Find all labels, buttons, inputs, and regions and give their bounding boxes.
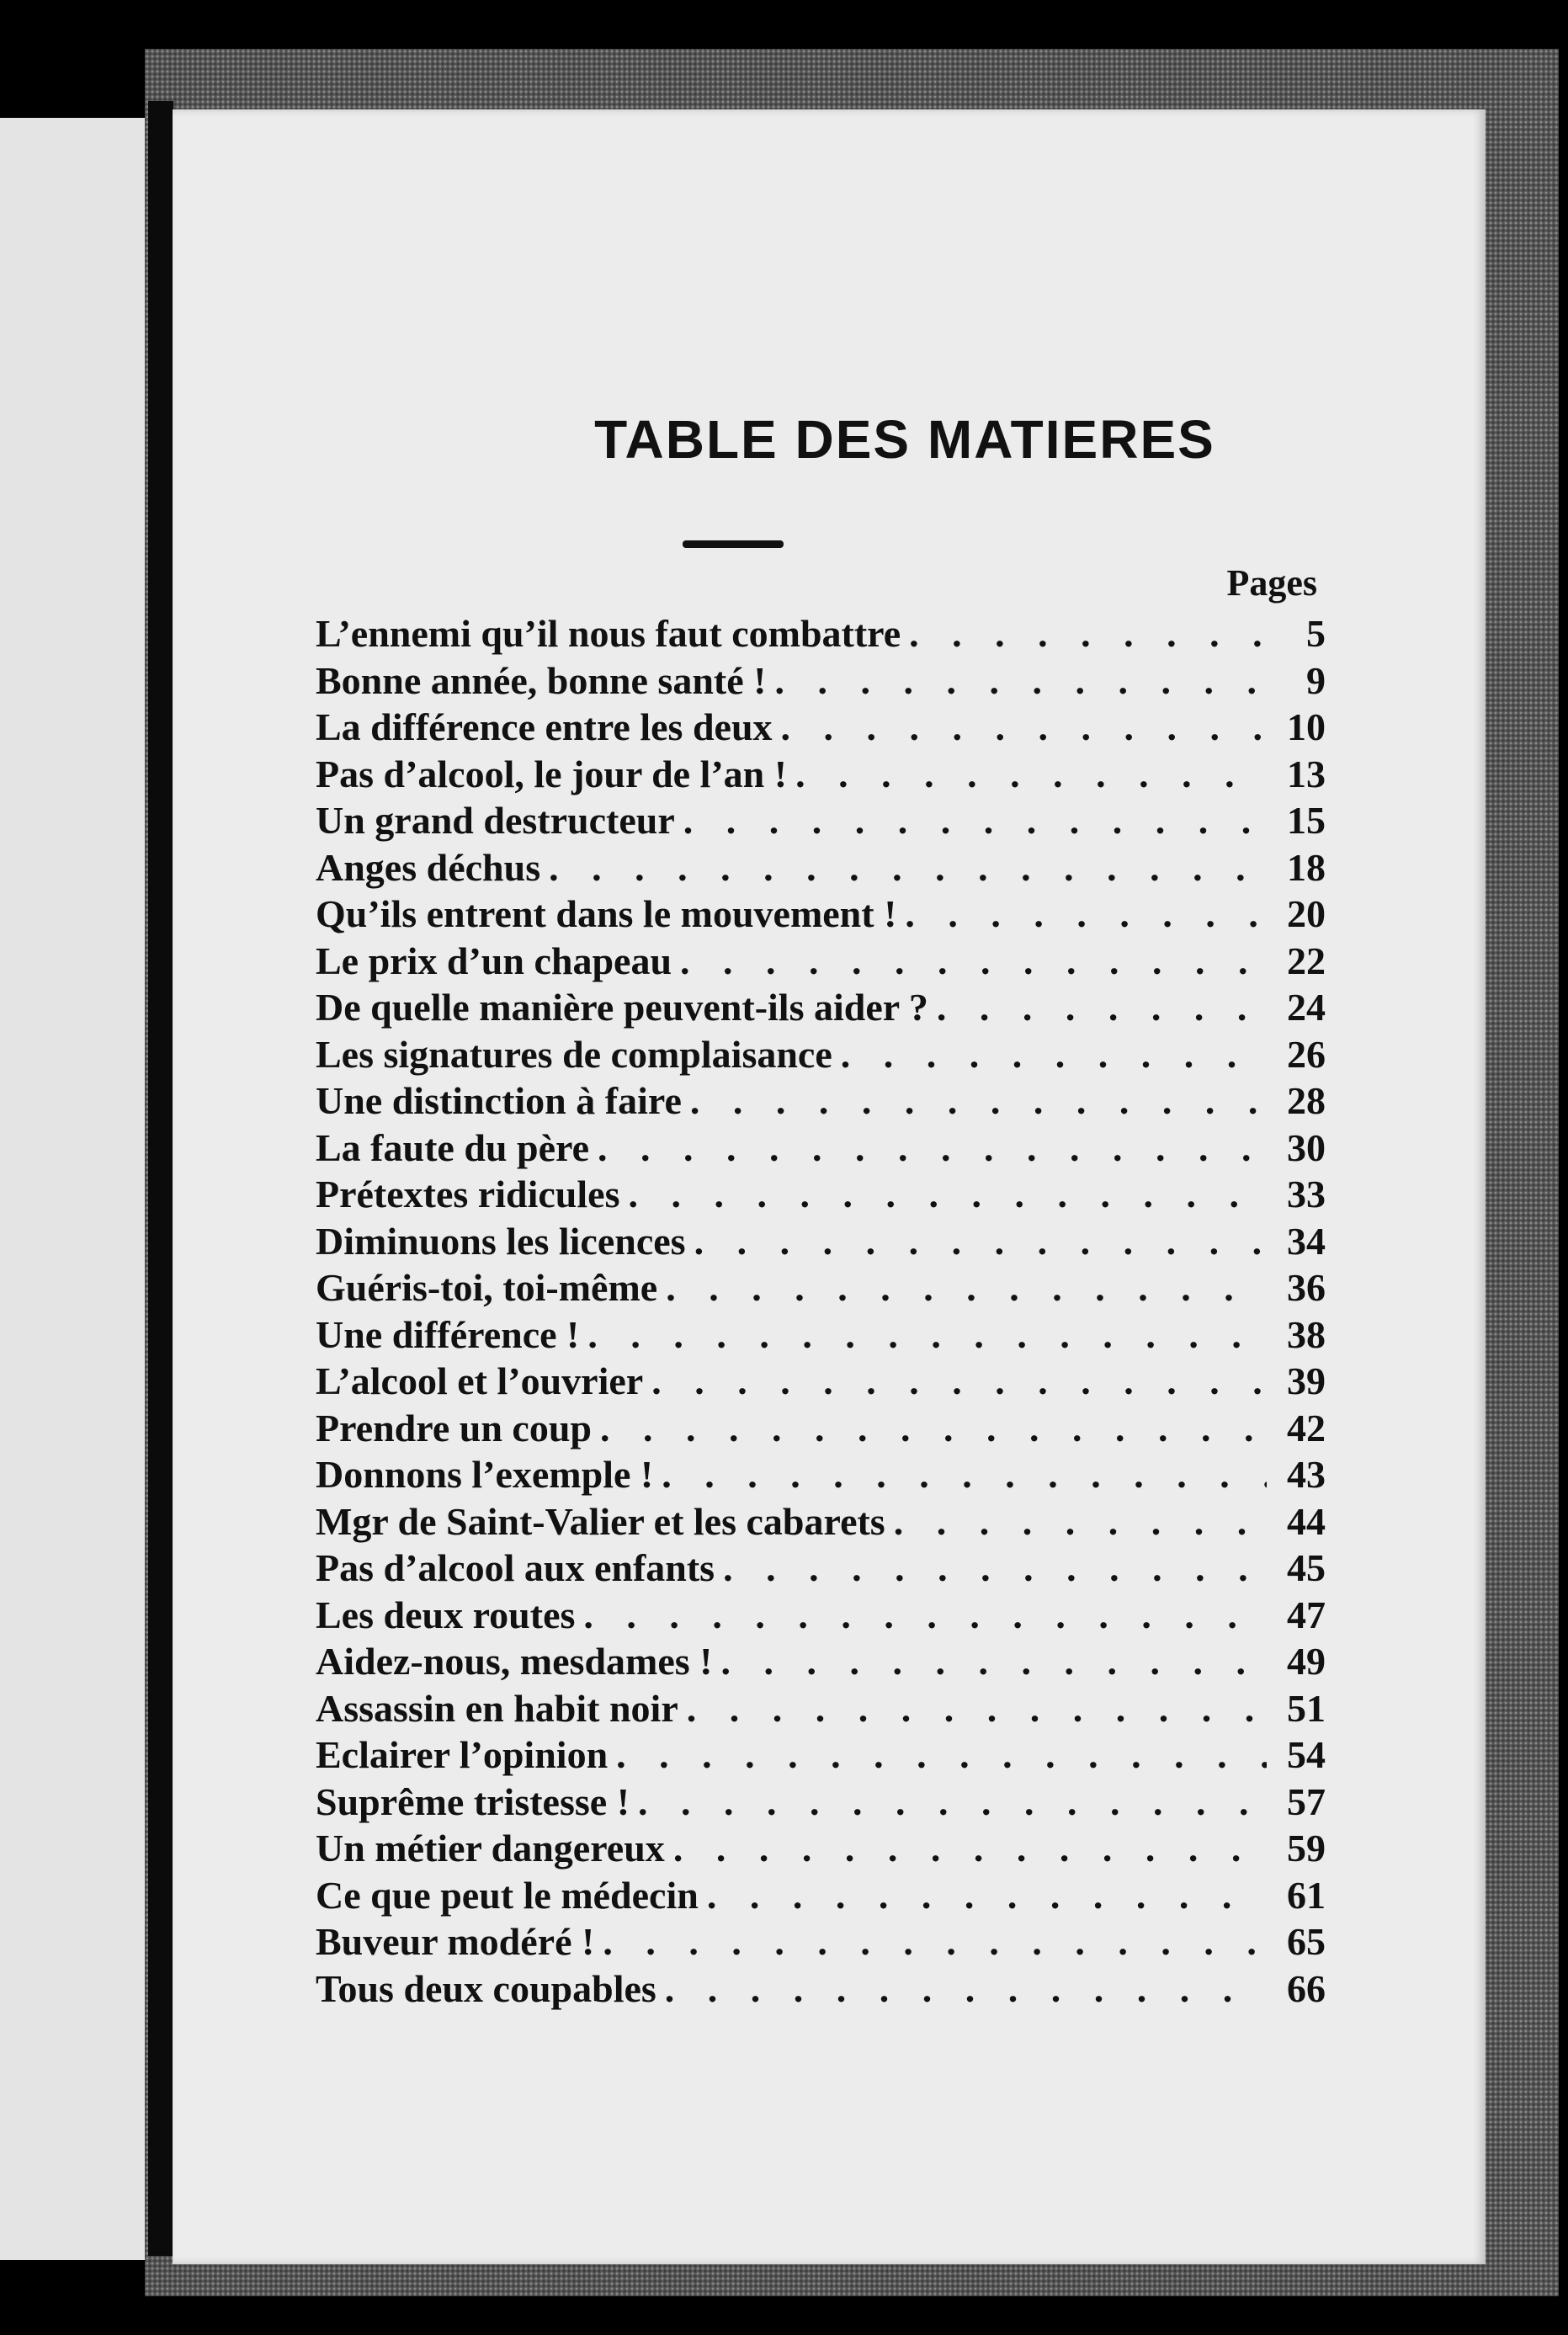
toc-entry: [316, 1638, 1326, 1685]
toc-entry: [316, 751, 1326, 798]
toc-entry-title: Aidez-nous, mesdames !: [316, 1640, 713, 1683]
toc-entry-title: Donnons l’exemple !: [316, 1453, 654, 1496]
toc-dot-leader: [592, 1405, 1267, 1452]
toc-entry-page: 42: [1287, 1406, 1326, 1449]
left-page-edge: [0, 118, 162, 2260]
toc-entry-page: 24: [1287, 986, 1326, 1029]
toc-entry: [316, 1872, 1326, 1919]
toc-dot-leader: [656, 1965, 1267, 2013]
toc-entry-title: Suprême tristesse !: [316, 1779, 630, 1823]
toc-dot-leader: [766, 657, 1267, 705]
toc-dot-leader: [901, 610, 1267, 657]
toc-entry: [316, 1545, 1326, 1592]
toc-dot-leader: [773, 704, 1267, 751]
toc-entry-title: Tous deux coupables: [316, 1966, 656, 2010]
toc-entry-title: L’ennemi qu’il nous faut combattre: [316, 612, 901, 655]
toc-dot-leader: [540, 844, 1267, 891]
toc-entry-page: 22: [1287, 939, 1326, 982]
toc-entry: [316, 1685, 1326, 1732]
toc-entry: [316, 704, 1326, 751]
toc-entry-page: 36: [1287, 1266, 1326, 1309]
toc-entry-title: Le prix d’un chapeau: [316, 939, 672, 982]
toc-entry-title: Eclairer l’opinion: [316, 1733, 609, 1776]
book-page: [173, 109, 1486, 2264]
toc-entry-page: 9: [1306, 658, 1326, 702]
toc-entry-title: Buveur modéré !: [316, 1920, 595, 1963]
toc-entry-title: Prétextes ridicules: [316, 1173, 620, 1215]
toc-dot-leader: [643, 1358, 1267, 1405]
toc-entry-page: 18: [1287, 845, 1326, 889]
toc-entry: [316, 797, 1326, 844]
toc-entry-page: 38: [1287, 1312, 1326, 1356]
toc-entry-page: 51: [1287, 1686, 1326, 1730]
toc-entry: [316, 1592, 1326, 1639]
toc-entry-title: Les deux routes: [316, 1593, 576, 1636]
toc-entry-title: Pas d’alcool aux enfants: [316, 1546, 715, 1589]
toc-entry-title: Prendre un coup: [316, 1406, 593, 1449]
page-title: TABLE DES MATIERES: [594, 409, 1215, 470]
toc-entry-title: Bonne année, bonne santé !: [316, 658, 767, 702]
toc-entry-page: 45: [1287, 1546, 1326, 1589]
toc-entry: [316, 1218, 1326, 1265]
toc-entry-page: 26: [1287, 1032, 1326, 1076]
book-gutter: [148, 101, 173, 2256]
toc-entry-page: 30: [1287, 1125, 1326, 1169]
toc-entry-title: Pas d’alcool, le jour de l’an !: [316, 752, 788, 795]
toc-entry-title: Anges déchus: [316, 845, 541, 889]
toc-dot-leader: [657, 1264, 1267, 1311]
toc-entry-title: Un métier dangereux: [316, 1827, 665, 1870]
toc-entry-page: 59: [1287, 1827, 1326, 1870]
toc-entry-page: 10: [1287, 705, 1326, 748]
toc-entry: [316, 1405, 1326, 1452]
toc-entry: [316, 1779, 1326, 1826]
toc-dot-leader: [579, 1311, 1267, 1359]
toc-entry: [316, 1498, 1326, 1545]
toc-entry-page: 34: [1287, 1219, 1326, 1263]
toc-dot-leader: [928, 984, 1267, 1031]
toc-entry-title: Assassin en habit noir: [316, 1686, 678, 1730]
toc-dot-leader: [832, 1031, 1267, 1078]
toc-entry-title: Diminuons les licences: [316, 1219, 686, 1263]
toc-dot-leader: [678, 1685, 1267, 1732]
toc-dot-leader: [608, 1731, 1267, 1779]
toc-entry-page: 47: [1287, 1593, 1326, 1636]
toc-dot-leader: [589, 1125, 1267, 1172]
toc-entry: [316, 1077, 1326, 1125]
toc-dot-leader: [665, 1825, 1267, 1872]
toc-entry-page: 28: [1287, 1079, 1326, 1122]
toc-entry-title: Un grand destructeur: [316, 799, 675, 842]
toc-entry-page: 43: [1287, 1453, 1326, 1496]
toc-entry-title: Les signatures de complaisance: [316, 1032, 832, 1076]
toc-entry-title: Qu’ils entrent dans le mouvement !: [316, 892, 897, 935]
toc-entry-title: La faute du père: [316, 1125, 589, 1169]
toc-entry: [316, 1918, 1326, 1965]
toc-dot-leader: [682, 1077, 1267, 1125]
toc-entry-page: 66: [1287, 1966, 1326, 2010]
toc-entry-page: 54: [1287, 1733, 1326, 1776]
toc-dot-leader: [787, 751, 1267, 798]
table-of-contents: [316, 610, 1326, 2012]
toc-dot-leader: [885, 1498, 1267, 1545]
toc-dot-leader: [575, 1592, 1267, 1639]
toc-entry-page: 39: [1287, 1359, 1326, 1402]
toc-dot-leader: [712, 1638, 1267, 1685]
toc-entry-title: De quelle manière peuvent-ils aider ?: [316, 986, 928, 1029]
toc-entry-title: Une distinction à faire: [316, 1079, 682, 1122]
toc-entry: [316, 984, 1326, 1031]
toc-entry-title: Une différence !: [316, 1312, 580, 1356]
toc-entry-page: 20: [1287, 892, 1326, 935]
toc-dot-leader: [619, 1171, 1267, 1218]
toc-entry-title: La différence entre les deux: [316, 705, 773, 748]
toc-entry: [316, 1451, 1326, 1498]
toc-dot-leader: [672, 938, 1267, 985]
toc-entry: [316, 1125, 1326, 1172]
toc-entry-page: 65: [1287, 1920, 1326, 1963]
toc-entry-page: 13: [1287, 752, 1326, 795]
toc-dot-leader: [630, 1779, 1267, 1826]
toc-entry: [316, 1311, 1326, 1359]
toc-dot-leader: [686, 1218, 1267, 1265]
toc-dot-leader: [594, 1918, 1267, 1965]
toc-entry-title: Ce que peut le médecin: [316, 1873, 699, 1917]
toc-dot-leader: [653, 1451, 1267, 1498]
toc-entry-title: Guéris-toi, toi-même: [316, 1266, 658, 1309]
toc-entry-page: 33: [1287, 1173, 1326, 1215]
toc-entry-page: 57: [1287, 1779, 1326, 1823]
toc-entry: [316, 891, 1326, 938]
toc-entry: [316, 844, 1326, 891]
toc-entry: [316, 1358, 1326, 1405]
toc-entry-page: 49: [1287, 1640, 1326, 1683]
toc-entry: [316, 657, 1326, 705]
toc-entry-title: Mgr de Saint-Valier et les cabarets: [316, 1499, 885, 1543]
toc-entry: [316, 1731, 1326, 1779]
toc-entry: [316, 938, 1326, 985]
toc-entry: [316, 1264, 1326, 1311]
toc-entry-page: 44: [1287, 1499, 1326, 1543]
toc-entry: [316, 610, 1326, 657]
toc-entry: [316, 1031, 1326, 1078]
toc-entry-page: 5: [1306, 612, 1326, 655]
toc-entry: [316, 1171, 1326, 1218]
toc-entry-title: L’alcool et l’ouvrier: [316, 1359, 644, 1402]
toc-dot-leader: [699, 1872, 1267, 1919]
toc-entry: [316, 1825, 1326, 1872]
toc-entry-page: 15: [1287, 799, 1326, 842]
toc-dot-leader: [896, 891, 1267, 938]
toc-entry: [316, 1965, 1326, 2013]
title-rule: [683, 540, 784, 548]
toc-dot-leader: [715, 1545, 1267, 1592]
pages-column-header: Pages: [1226, 562, 1317, 604]
toc-dot-leader: [675, 797, 1267, 844]
toc-entry-page: 61: [1287, 1873, 1326, 1917]
